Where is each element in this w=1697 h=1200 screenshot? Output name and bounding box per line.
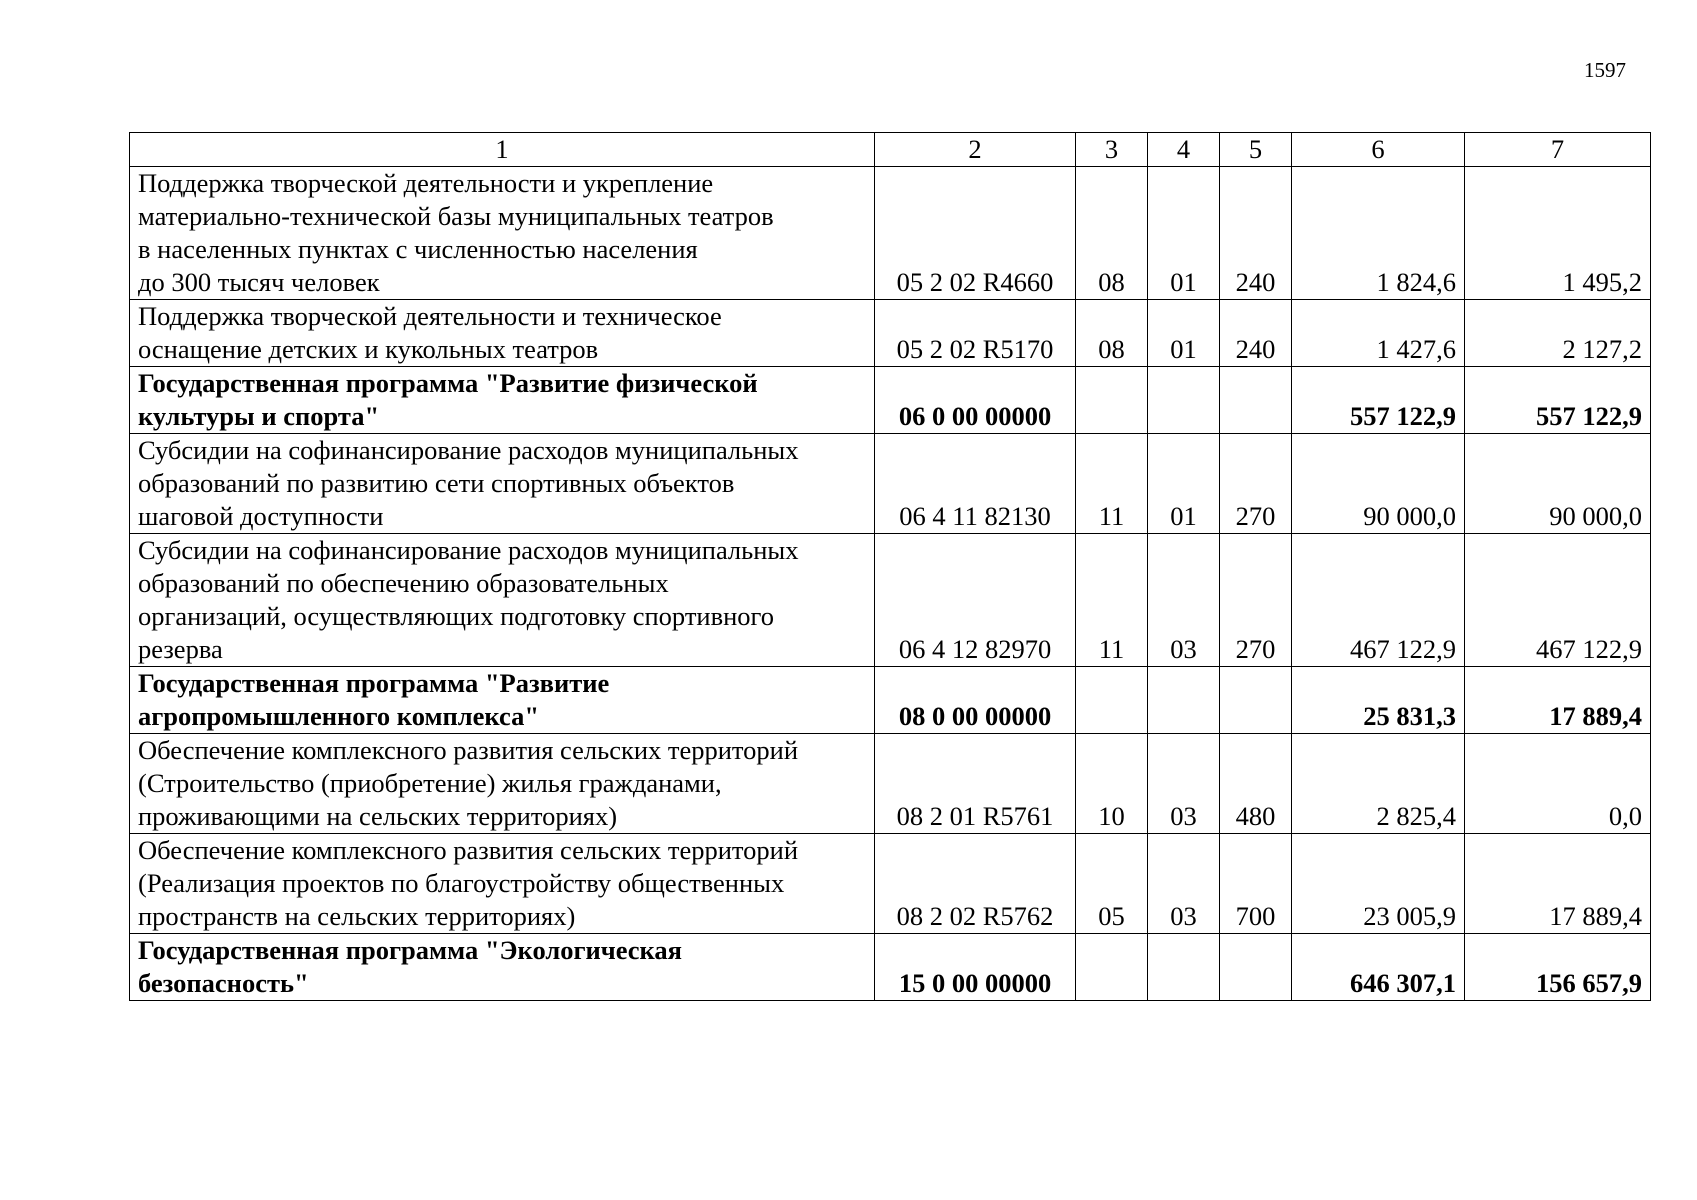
row-name-cell: Субсидии на софинансирование расходов муниципальных образований по обеспечению образовательных организаций, осуществляющих подготовку спортивного резерва <box>130 534 875 667</box>
amount-column-6-cell: 23 005,9 <box>1292 834 1465 934</box>
amount-column-7-cell: 467 122,9 <box>1465 534 1651 667</box>
row-name-cell: Государственная программа "Развитие физической культуры и спорта" <box>130 367 875 434</box>
row-name-cell: Поддержка творческой деятельности и техническое оснащение детских и кукольных театров <box>130 300 875 367</box>
expense-type-code-cell <box>1220 667 1292 734</box>
subsection-code-cell: 01 <box>1148 300 1220 367</box>
row-name-cell: Обеспечение комплексного развития сельских территорий (Реализация проектов по благоустройству общественных пространств на сельских территориях) <box>130 834 875 934</box>
amount-column-7-cell: 17 889,4 <box>1465 834 1651 934</box>
target-article-code-cell: 06 4 12 82970 <box>875 534 1076 667</box>
target-article-code-cell: 08 2 01 R5761 <box>875 734 1076 834</box>
section-code-cell: 11 <box>1076 434 1148 534</box>
amount-column-6-cell: 557 122,9 <box>1292 367 1465 434</box>
column-number-7: 7 <box>1465 133 1651 167</box>
table-row <box>130 834 1651 934</box>
expense-type-code-cell: 240 <box>1220 167 1292 300</box>
column-number-2: 2 <box>875 133 1076 167</box>
amount-column-6-cell: 646 307,1 <box>1292 934 1465 1001</box>
subsection-code-cell: 01 <box>1148 434 1220 534</box>
column-number-4: 4 <box>1148 133 1220 167</box>
subsection-code-cell <box>1148 667 1220 734</box>
subsection-code-cell <box>1148 934 1220 1001</box>
expense-type-code-cell: 240 <box>1220 300 1292 367</box>
column-number-3: 3 <box>1076 133 1148 167</box>
column-number-1: 1 <box>130 133 875 167</box>
amount-column-7-cell: 90 000,0 <box>1465 434 1651 534</box>
section-code-cell <box>1076 934 1148 1001</box>
amount-column-6-cell: 467 122,9 <box>1292 534 1465 667</box>
target-article-code-cell: 06 0 00 00000 <box>875 367 1076 434</box>
row-name-cell: Государственная программа "Развитие агропромышленного комплекса" <box>130 667 875 734</box>
expense-type-code-cell: 700 <box>1220 834 1292 934</box>
section-code-cell: 08 <box>1076 167 1148 300</box>
table-row <box>130 300 1651 367</box>
section-code-cell <box>1076 367 1148 434</box>
table-row <box>130 734 1651 834</box>
amount-column-7-cell: 557 122,9 <box>1465 367 1651 434</box>
target-article-code-cell: 15 0 00 00000 <box>875 934 1076 1001</box>
section-code-cell: 05 <box>1076 834 1148 934</box>
subsection-code-cell: 03 <box>1148 534 1220 667</box>
expense-type-code-cell: 270 <box>1220 534 1292 667</box>
target-article-code-cell: 05 2 02 R5170 <box>875 300 1076 367</box>
amount-column-6-cell: 90 000,0 <box>1292 434 1465 534</box>
amount-column-7-cell: 2 127,2 <box>1465 300 1651 367</box>
amount-column-6-cell: 1 824,6 <box>1292 167 1465 300</box>
budget-table <box>129 132 1651 1001</box>
table-row <box>130 667 1651 734</box>
target-article-code-cell: 05 2 02 R4660 <box>875 167 1076 300</box>
row-name-cell: Субсидии на софинансирование расходов муниципальных образований по развитию сети спортивных объектов шаговой доступности <box>130 434 875 534</box>
table-row <box>130 934 1651 1001</box>
amount-column-6-cell: 2 825,4 <box>1292 734 1465 834</box>
row-name-cell: Государственная программа "Экологическая безопасность" <box>130 934 875 1001</box>
column-number-5: 5 <box>1220 133 1292 167</box>
subsection-code-cell: 01 <box>1148 167 1220 300</box>
section-code-cell: 11 <box>1076 534 1148 667</box>
expense-type-code-cell: 270 <box>1220 434 1292 534</box>
section-code-cell: 10 <box>1076 734 1148 834</box>
amount-column-7-cell: 1 495,2 <box>1465 167 1651 300</box>
subsection-code-cell: 03 <box>1148 834 1220 934</box>
table-row <box>130 167 1651 300</box>
subsection-code-cell <box>1148 367 1220 434</box>
target-article-code-cell: 08 0 00 00000 <box>875 667 1076 734</box>
amount-column-7-cell: 0,0 <box>1465 734 1651 834</box>
table-row <box>130 534 1651 667</box>
column-number-header-row <box>130 133 1651 167</box>
row-name-cell: Обеспечение комплексного развития сельских территорий (Строительство (приобретение) жилья гражданами, проживающими на сельских территориях) <box>130 734 875 834</box>
target-article-code-cell: 06 4 11 82130 <box>875 434 1076 534</box>
table-row <box>130 434 1651 534</box>
amount-column-7-cell: 17 889,4 <box>1465 667 1651 734</box>
page-number: 1597 <box>1584 58 1626 82</box>
section-code-cell: 08 <box>1076 300 1148 367</box>
expense-type-code-cell <box>1220 934 1292 1001</box>
subsection-code-cell: 03 <box>1148 734 1220 834</box>
amount-column-6-cell: 1 427,6 <box>1292 300 1465 367</box>
expense-type-code-cell <box>1220 367 1292 434</box>
expense-type-code-cell: 480 <box>1220 734 1292 834</box>
table-row <box>130 367 1651 434</box>
target-article-code-cell: 08 2 02 R5762 <box>875 834 1076 934</box>
amount-column-7-cell: 156 657,9 <box>1465 934 1651 1001</box>
row-name-cell: Поддержка творческой деятельности и укрепление материально-технической базы муниципальных театров в населенных пунктах с численностью населения до 300 тысяч человек <box>130 167 875 300</box>
section-code-cell <box>1076 667 1148 734</box>
column-number-6: 6 <box>1292 133 1465 167</box>
amount-column-6-cell: 25 831,3 <box>1292 667 1465 734</box>
